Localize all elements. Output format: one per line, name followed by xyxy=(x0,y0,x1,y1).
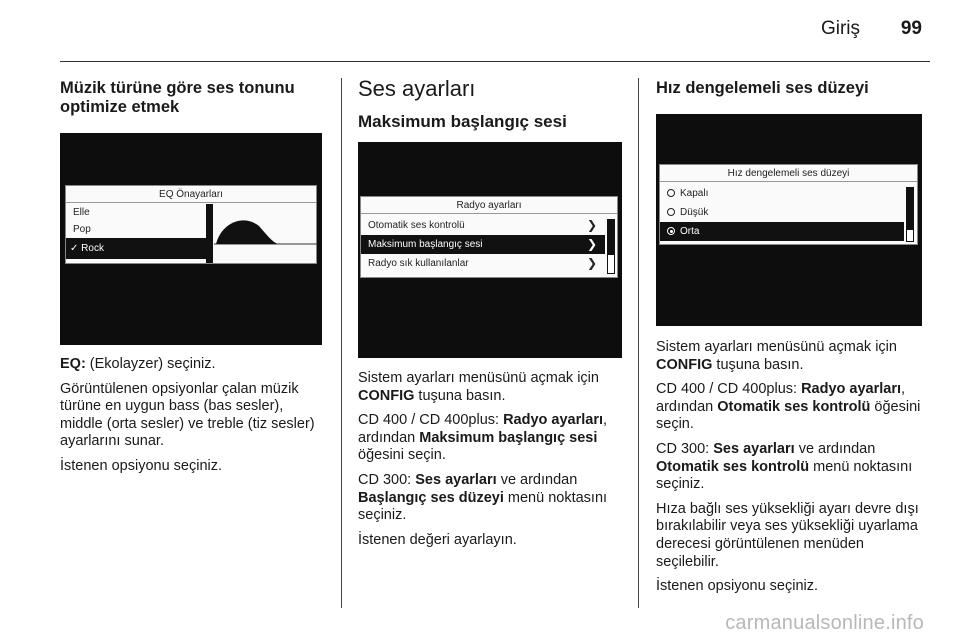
speed-volume-screenshot xyxy=(656,114,922,326)
option-medium[interactable]: Orta xyxy=(660,222,904,241)
radio-settings-screenshot xyxy=(358,142,622,358)
sound-paragraph-2: CD 400 / CD 400plus: Radyo ayarları, ardından Maksimum başlangıç sesi öğesini seçin. xyxy=(358,412,608,464)
column-speed-volume xyxy=(656,62,922,603)
menu-item-auto-volume[interactable]: Otomatik ses kontrolü ❯ xyxy=(361,216,605,235)
watermark: carmanualsonline.info xyxy=(725,612,924,634)
eq-item-rock-label: Rock xyxy=(81,243,104,254)
menu-item-radio-favourites[interactable]: Radyo sık kullanılanlar ❯ xyxy=(361,254,605,273)
check-icon: ✓ xyxy=(70,243,79,254)
page-title: Giriş xyxy=(820,18,860,39)
eq-item-manual[interactable]: Elle xyxy=(73,207,90,218)
radio-settings-screen xyxy=(360,196,618,278)
section-heading-sound: Ses ayarları xyxy=(358,76,476,101)
eq-paragraph-1: EQ: (Ekolayzer) seçiniz. xyxy=(60,356,216,372)
eq-item-rock[interactable] xyxy=(66,238,206,259)
column-divider-2 xyxy=(638,78,639,608)
sound-paragraph-3: CD 300: Ses ayarları ve ardından Başlangıç ses düzeyi menü noktasını seçiniz. xyxy=(358,471,608,524)
speed-volume-title: Hız dengelemeli ses düzeyi xyxy=(660,165,917,182)
column-divider-1 xyxy=(341,78,342,608)
radio-settings-scrollbar[interactable] xyxy=(607,219,615,274)
eq-curve xyxy=(216,220,278,244)
eq-item-pop[interactable]: Pop xyxy=(73,224,91,235)
eq-screenshot xyxy=(60,133,322,345)
eq-curve-graph xyxy=(214,204,317,263)
sound-paragraph-1: Sistem ayarları menüsünü açmak için CONFIG tuşuna basın. xyxy=(358,370,599,404)
sound-paragraph-4: İstenen değeri ayarlayın. xyxy=(358,531,517,548)
column-eq xyxy=(60,62,322,483)
speed-volume-scrollbar[interactable] xyxy=(906,187,914,242)
speed-volume-screen xyxy=(659,164,918,245)
scrollbar-thumb[interactable] xyxy=(907,188,913,230)
page-number: 99 xyxy=(900,18,922,39)
chevron-right-icon: ❯ xyxy=(586,218,597,232)
radio-icon xyxy=(667,208,675,216)
eq-screen xyxy=(65,185,317,264)
chevron-right-icon: ❯ xyxy=(586,237,597,251)
scrollbar-thumb[interactable] xyxy=(608,220,614,255)
speed-paragraph-1: Sistem ayarları menüsünü açmak için CONFIG tuşuna basın. xyxy=(656,339,897,373)
eq-paragraph-3: İstenen opsiyonu seçiniz. xyxy=(60,457,223,474)
radio-selected-icon xyxy=(667,227,675,235)
column-sound-settings xyxy=(358,62,622,556)
speed-paragraph-5: İstenen opsiyonu seçiniz. xyxy=(656,578,819,595)
option-off[interactable]: Kapalı xyxy=(660,184,904,203)
eq-screen-title: EQ Önayarları xyxy=(66,186,316,203)
speed-volume-options xyxy=(660,184,904,241)
radio-settings-title: Radyo ayarları xyxy=(361,197,617,214)
page-header xyxy=(60,0,930,62)
eq-preset-list xyxy=(66,204,206,259)
section-heading-eq: Müzik türüne göre ses tonunu optimize etmek xyxy=(60,79,295,116)
subheading-max-startup-volume: Maksimum başlangıç sesi xyxy=(358,112,567,131)
radio-settings-list xyxy=(361,216,605,273)
eq-scrollbar[interactable] xyxy=(206,204,213,263)
option-low[interactable]: Düşük xyxy=(660,203,904,222)
chevron-right-icon: ❯ xyxy=(586,256,597,270)
section-heading-speed-volume: Hız dengelemeli ses düzeyi xyxy=(656,79,869,97)
radio-icon xyxy=(667,189,675,197)
speed-paragraph-4: Hıza bağlı ses yüksekliği ayarı devre dışı bırakılabilir veya ses yüksekliği uyarlama derecesi görüntülenen menüden seçilebilir. xyxy=(656,500,919,570)
speed-paragraph-2: CD 400 / CD 400plus: Radyo ayarları, ardından Otomatik ses kontrolü öğesini seçin. xyxy=(656,381,921,433)
menu-item-max-startup-volume[interactable]: Maksimum başlangıç sesi ❯ xyxy=(361,235,605,254)
speed-paragraph-3: CD 300: Ses ayarları ve ardından Otomatik ses kontrolü menü noktasını seçiniz. xyxy=(656,440,913,493)
eq-paragraph-2: Görüntülenen opsiyonlar çalan müzik türüne en uygun bass (bas sesler), middle (orta sesler) ve treble (tiz sesler) ayarlarını sunar. xyxy=(60,380,315,450)
